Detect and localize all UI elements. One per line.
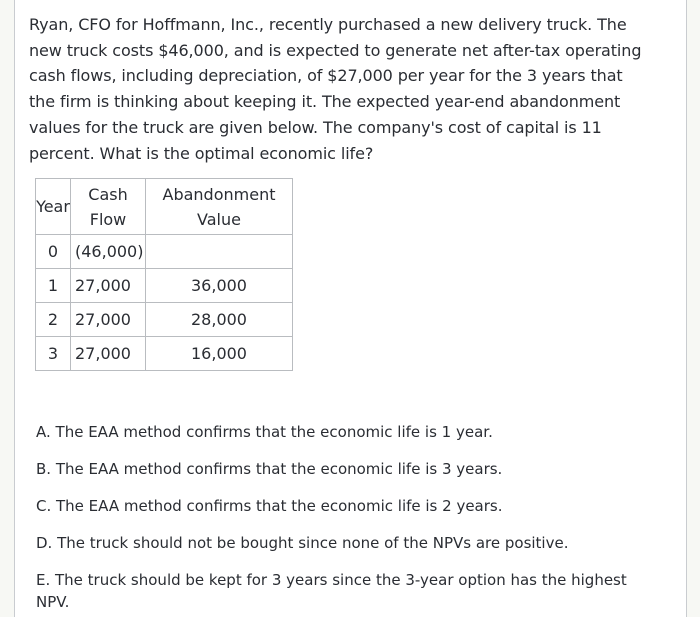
header-cash-line2: Flow — [89, 209, 127, 229]
table-row — [36, 269, 293, 303]
cell-year: 0 — [36, 235, 71, 269]
header-abandon-line2: Value — [197, 209, 241, 229]
table-row — [36, 303, 293, 337]
option-d[interactable]: D. The truck should not be bought since none of the NPVs are positive. — [36, 534, 569, 552]
option-b[interactable]: B. The EAA method confirms that the economic life is 3 years. — [36, 460, 503, 478]
header-year: Year — [36, 179, 71, 235]
cell-abandonment: 28,000 — [146, 303, 293, 337]
table-header-row — [36, 179, 293, 235]
cell-cash-flow: 27,000 — [71, 303, 146, 337]
answer-options — [36, 421, 636, 613]
cell-year: 1 — [36, 269, 71, 303]
cell-abandonment — [146, 235, 293, 269]
cell-year: 3 — [36, 337, 71, 371]
header-abandon-line1: Abandonment — [162, 184, 276, 204]
header-cash-flow — [71, 179, 146, 235]
header-abandonment-value — [146, 179, 293, 235]
option-a[interactable]: A. The EAA method confirms that the economic life is 1 year. — [36, 423, 493, 441]
table-row — [36, 337, 293, 371]
cell-cash-flow: 27,000 — [71, 269, 146, 303]
cell-abandonment: 36,000 — [146, 269, 293, 303]
question-text: Ryan, CFO for Hoffmann, Inc., recently purchased a new delivery truck. The new truck costs $46,000, and is expected to generate net after-tax operating cash flows, including depreciation, of $27,000 per year for the 3 years that the firm is thinking about keeping it. The expected year-end abandonment values for the truck are given below. The company's cost of capital is 11 percent. What is the optimal economic life? — [29, 15, 642, 163]
cell-cash-flow: 27,000 — [71, 337, 146, 371]
cell-cash-flow: (46,000) — [71, 235, 146, 269]
option-c[interactable]: C. The EAA method confirms that the economic life is 2 years. — [36, 497, 503, 515]
cell-abandonment: 16,000 — [146, 337, 293, 371]
cell-year: 2 — [36, 303, 71, 337]
option-e[interactable]: E. The truck should be kept for 3 years since the 3-year option has the highest NPV. — [36, 571, 627, 611]
table-row — [36, 235, 293, 269]
cash-flow-table — [35, 178, 293, 371]
header-cash-line1: Cash — [88, 184, 128, 204]
